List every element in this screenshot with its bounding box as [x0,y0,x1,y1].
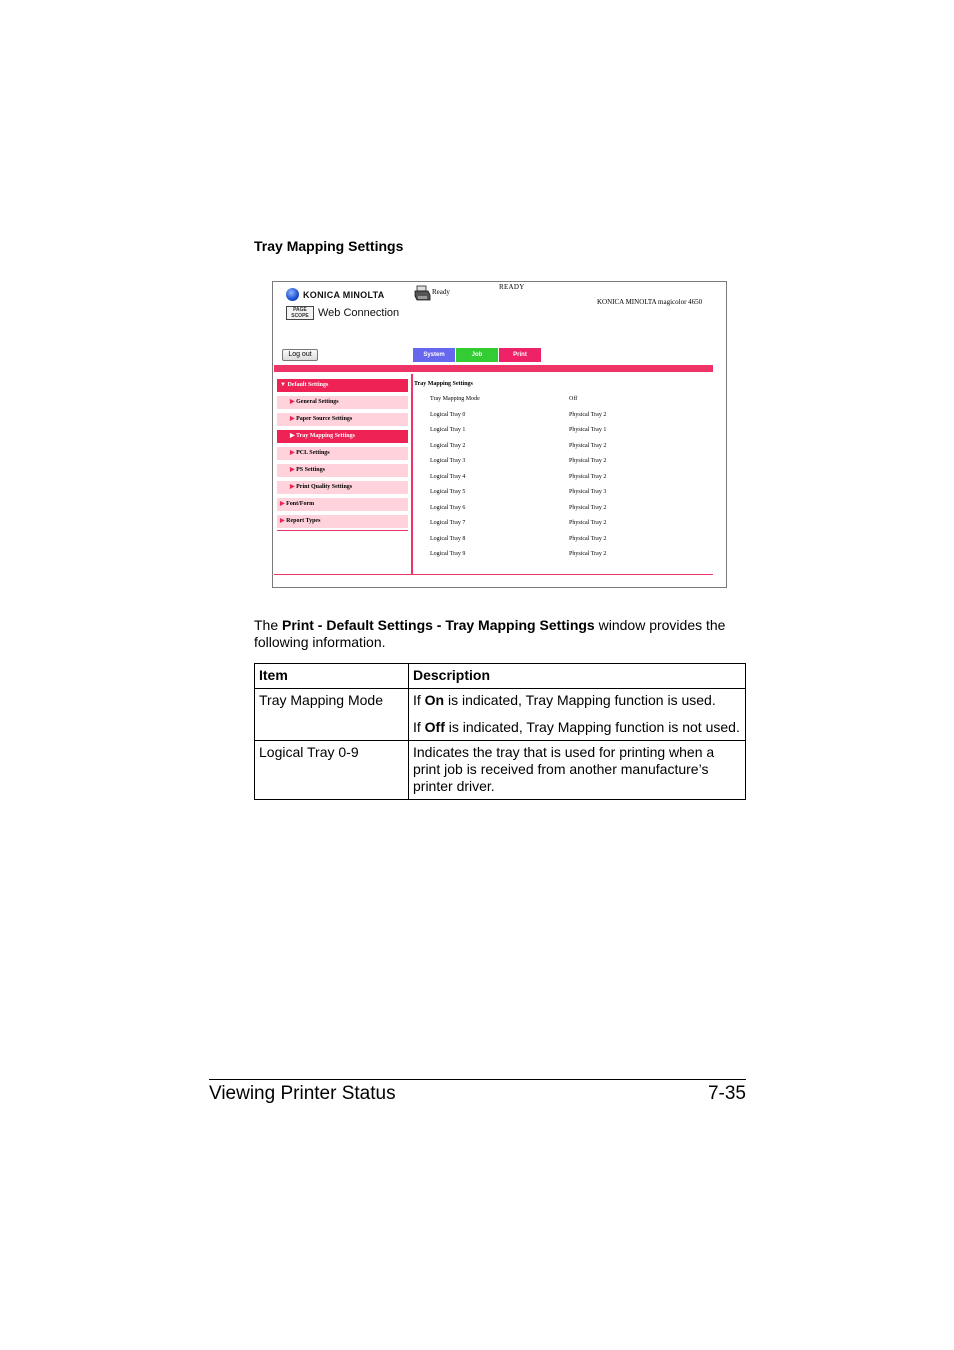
menu-divider [277,530,408,531]
bold-term: On [424,692,445,708]
description-paragraph [413,719,741,736]
setting-label: Logical Tray 1 [430,427,466,433]
table-row [255,741,746,800]
setting-label: Logical Tray 0 [430,412,466,418]
menu-item-label: Report Types [286,518,321,524]
setting-value: Physical Tray 2 [569,505,607,511]
menu-item-default-settings[interactable] [277,379,408,392]
logout-button[interactable]: Log out [282,349,318,361]
menu-item-pcl-settings[interactable] [277,447,408,460]
table-cell-item: Tray Mapping Mode [255,689,409,741]
text: is indicated, Tray Mapping function is not used. [444,719,740,735]
setting-label: Tray Mapping Mode [430,396,480,402]
setting-value: Physical Tray 2 [569,536,607,542]
menu-item-general-settings[interactable] [277,396,408,409]
menu-item-label: Paper Source Settings [296,416,353,422]
text: is indicated, Tray Mapping function is used. [444,692,716,708]
vertical-divider [411,374,413,574]
table-row [255,689,746,741]
description-table [254,663,746,800]
menu-item-print-quality-settings[interactable] [277,481,408,494]
brand-logo [286,288,385,301]
content-title: Tray Mapping Settings [414,381,473,387]
tab-system[interactable]: System [413,348,455,362]
pagescope-badge: PAGE SCOPE [286,306,314,320]
brand-name: KONICA MINOLTA [303,289,385,300]
menu-item-label: PCL Settings [296,450,330,456]
setting-value: Physical Tray 2 [569,474,607,480]
globe-icon [286,288,299,301]
chevron-right-icon: ▶ [280,518,285,524]
intro-text: The [254,617,283,633]
setting-value: Physical Tray 2 [569,551,607,557]
intro-paragraph [254,617,749,651]
printer-icon [414,285,431,302]
setting-value: Physical Tray 2 [569,412,607,418]
table-cell-item: Logical Tray 0-9 [255,741,409,800]
setting-value: Off [569,396,578,402]
setting-value: Physical Tray 2 [569,443,607,449]
setting-label: Logical Tray 8 [430,536,466,542]
text: If [413,719,425,735]
footer-rule [209,1079,746,1080]
status-text: Ready [432,288,450,296]
menu-item-report-types[interactable] [277,515,408,528]
sidebar-menu [277,379,408,531]
bold-term: Off [424,719,445,735]
setting-label: Logical Tray 4 [430,474,466,480]
menu-item-label: General Settings [296,399,339,405]
table-cell-description: Indicates the tray that is used for printing when a print job is received from another manufacture’s printer driver. [409,741,746,800]
setting-label: Logical Tray 7 [430,520,466,526]
setting-label: Logical Tray 6 [430,505,466,511]
web-connection-screenshot [272,281,727,588]
intro-bold-path: Print - Default Settings - Tray Mapping Settings [282,617,595,633]
web-connection-label: Web Connection [318,307,400,319]
pagescope-logo [286,306,399,320]
setting-value: Physical Tray 2 [569,458,607,464]
text: If [413,692,425,708]
menu-item-label: Tray Mapping Settings [296,433,355,439]
setting-label: Logical Tray 5 [430,489,466,495]
section-heading: Tray Mapping Settings [254,238,404,254]
menu-item-label: PS Settings [296,467,325,473]
chevron-right-icon: ▶ [280,501,285,507]
chevron-right-icon: ▶ [290,484,295,490]
setting-value: Physical Tray 2 [569,520,607,526]
chevron-right-icon: ▶ [290,450,295,456]
setting-label: Logical Tray 9 [430,551,466,557]
chevron-down-icon: ▼ [280,382,286,388]
footer-bar [274,574,713,575]
menu-item-paper-source-settings[interactable] [277,413,408,426]
page-number: 7-35 [707,1083,746,1104]
menu-item-label: Font/Form [286,501,315,507]
menu-item-tray-mapping-settings[interactable] [277,430,408,443]
chevron-right-icon: ▶ [290,399,295,405]
footer-title: Viewing Printer Status [209,1083,396,1104]
intro-text: window provides the following information. [254,617,726,650]
tab-print[interactable]: Print [499,348,541,362]
description-paragraph [413,692,741,709]
setting-value: Physical Tray 3 [569,489,607,495]
setting-value: Physical Tray 1 [569,427,607,433]
setting-label: Logical Tray 3 [430,458,466,464]
menu-item-label: Default Settings [287,382,329,388]
tab-job[interactable]: Job [456,348,498,362]
menu-item-ps-settings[interactable] [277,464,408,477]
chevron-right-icon: ▶ [290,416,295,422]
printer-model: KONICA MINOLTA magicolor 4650 [597,298,703,306]
chevron-right-icon: ▶ [290,433,295,439]
setting-label: Logical Tray 2 [430,443,466,449]
chevron-right-icon: ▶ [290,467,295,473]
table-cell-description [409,689,746,741]
column-header-description: Description [409,664,746,689]
column-header-item: Item [255,664,409,689]
menu-item-label: Print Quality Settings [296,484,353,490]
table-header-row [255,664,746,689]
menu-item-font-form[interactable] [277,498,408,511]
header-bar [274,365,713,372]
status-display: READY [499,283,525,291]
